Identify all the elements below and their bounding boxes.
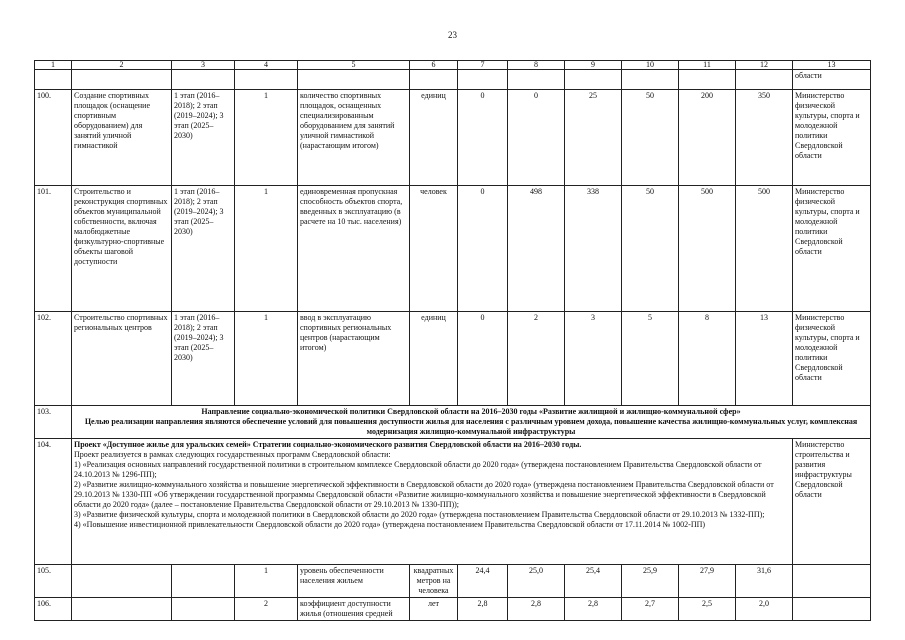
program-item: 4) «Повышение инвестиционной привлекательности Свердловской области до 2020 года» (утверждена постановлением Правительства Свердловской области от 17.11.2014 № 1002-ПП) xyxy=(74,520,706,529)
responsible-cell: Министерство физической культуры, спорта и молодежной политики Свердловской области xyxy=(793,186,871,312)
indicator-name: ввод в эксплуатацию спортивных региональных центров (нарастающим итогом) xyxy=(298,312,410,406)
section-row xyxy=(35,406,871,439)
table-row xyxy=(35,565,871,598)
table-row xyxy=(35,312,871,406)
value-cell: 25,9 xyxy=(622,565,679,598)
value-cell: 50 xyxy=(622,186,679,312)
stages-cell: 1 этап (2016–2018); 2 этап (2019–2024); 3 этап (2025–2030) xyxy=(172,90,235,186)
value-cell: 24,4 xyxy=(458,565,508,598)
value-cell: 338 xyxy=(565,186,622,312)
value-cell: 31,6 xyxy=(736,565,793,598)
value-cell: 5 xyxy=(622,312,679,406)
unit-cell: лет xyxy=(410,598,458,621)
responsible-cell: Министерство физической культуры, спорта и молодежной политики Свердловской области xyxy=(793,90,871,186)
responsible-cell: Министерство физической культуры, спорта и молодежной политики Свердловской области xyxy=(793,312,871,406)
table-row xyxy=(35,598,871,621)
task-number: 2 xyxy=(235,598,298,621)
project-row xyxy=(35,439,871,565)
value-cell: 500 xyxy=(736,186,793,312)
continuation-row xyxy=(35,70,871,90)
value-cell: 27,9 xyxy=(679,565,736,598)
column-header: 5 xyxy=(298,61,410,70)
value-cell: 2,8 xyxy=(508,598,565,621)
unit-cell: единиц xyxy=(410,90,458,186)
task-number: 1 xyxy=(235,90,298,186)
value-cell: 2,5 xyxy=(679,598,736,621)
value-cell: 25,0 xyxy=(508,565,565,598)
value-cell: 3 xyxy=(565,312,622,406)
indicator-name: уровень обеспеченности населения жильем xyxy=(298,565,410,598)
value-cell: 8 xyxy=(679,312,736,406)
column-header: 7 xyxy=(458,61,508,70)
indicators-table xyxy=(34,60,871,621)
task-number: 1 xyxy=(235,565,298,598)
column-numbers-row xyxy=(35,61,871,70)
page-number: 23 xyxy=(448,30,457,40)
value-cell: 0 xyxy=(508,90,565,186)
unit-cell: единиц xyxy=(410,312,458,406)
column-header: 3 xyxy=(172,61,235,70)
responsible-cell: области xyxy=(793,70,871,90)
column-header: 2 xyxy=(72,61,172,70)
program-item: 3) «Развитие физической культуры, спорта и молодежной политики в Свердловской области до 2020 года» (утверждена постановлением Правительства Свердловской области от 29.10.2013 № 1332-ПП); xyxy=(74,510,765,519)
column-header: 10 xyxy=(622,61,679,70)
table-row xyxy=(35,90,871,186)
value-cell: 0 xyxy=(458,312,508,406)
column-header: 8 xyxy=(508,61,565,70)
value-cell: 2,8 xyxy=(458,598,508,621)
task-number: 1 xyxy=(235,186,298,312)
value-cell: 498 xyxy=(508,186,565,312)
section-goal: Целью реализации направления являются обеспечение условий для повышения доступности жилья для населения с различным уровнем дохода, повышение качества жилищно-коммунальных услуг, комплексная модернизация жилищно-коммунальной инфраструктуры xyxy=(84,417,858,436)
responsible-cell: Министерство строительства и развития инфраструктуры Свердловской области xyxy=(793,439,871,565)
value-cell: 2,7 xyxy=(622,598,679,621)
task-number: 1 xyxy=(235,312,298,406)
value-cell: 50 xyxy=(622,90,679,186)
column-header: 9 xyxy=(565,61,622,70)
project-description xyxy=(72,439,793,565)
measure-name: Создание спортивных площадок (оснащение спортивным оборудованием) для занятий уличной гимнастикой xyxy=(72,90,172,186)
measure-name: Строительство и реконструкция спортивных объектов муниципальной собственности, включая малобюджетные физкультурно-спортивные объекты шаговой доступности xyxy=(72,186,172,312)
row-number: 105. xyxy=(35,565,72,598)
section-heading xyxy=(72,406,871,439)
indicator-name: количество спортивных площадок, оснащенных специализированным оборудованием для занятий уличной гимнастикой (нарастающим итогом) xyxy=(298,90,410,186)
indicator-name: коэффициент доступности жилья (отношения средней xyxy=(298,598,410,621)
row-number: 101. xyxy=(35,186,72,312)
measure-name: Строительство спортивных региональных центров xyxy=(72,312,172,406)
row-number: 102. xyxy=(35,312,72,406)
value-cell: 2,8 xyxy=(565,598,622,621)
project-title: Проект «Доступное жилье для уральских семей» Стратегии социально-экономического развития Свердловской области на 2016–2030 годы. xyxy=(74,440,582,449)
value-cell: 13 xyxy=(736,312,793,406)
value-cell: 0 xyxy=(458,90,508,186)
indicator-name: единовременная пропускная способность объектов спорта, введенных в эксплуатацию (в расчете на 10 тыс. населения) xyxy=(298,186,410,312)
program-item: 1) «Реализация основных направлений государственной политики в строительном комплексе Свердловской области до 2020 года» (утверждена постановлением Правительства Свердловской области от 24.10.2013 № 1296-ПП); xyxy=(74,460,762,479)
table-row xyxy=(35,186,871,312)
stages-cell: 1 этап (2016–2018); 2 этап (2019–2024); 3 этап (2025–2030) xyxy=(172,312,235,406)
row-number: 104. xyxy=(35,439,72,565)
section-title: Направление социально-экономической политики Свердловской области на 2016–2030 годы «Развитие жилищной и жилищно-коммунальной сфер» xyxy=(201,407,741,416)
program-item: 2) «Развитие жилищно-коммунального хозяйства и повышение энергетической эффективности в Свердловской области до 2020 года» (утверждена постановлением Правительства Свердловской области от 29.10.2013 № 1330-ПП «Об утверждении государственной программы Свердловской области «Развитие жилищно-коммунального хозяйства и повышение энергетической эффективности в Свердловской области до 2020 года» (далее – постановление Правительства Свердловской области от 29.10.2013 № 1330-ПП)); xyxy=(74,480,774,509)
project-intro: Проект реализуется в рамках следующих государственных программ Свердловской области: xyxy=(74,450,391,459)
value-cell: 25 xyxy=(565,90,622,186)
column-header: 1 xyxy=(35,61,72,70)
value-cell: 200 xyxy=(679,90,736,186)
stages-cell: 1 этап (2016–2018); 2 этап (2019–2024); 3 этап (2025–2030) xyxy=(172,186,235,312)
value-cell: 350 xyxy=(736,90,793,186)
column-header: 4 xyxy=(235,61,298,70)
row-number: 106. xyxy=(35,598,72,621)
row-number: 100. xyxy=(35,90,72,186)
value-cell: 500 xyxy=(679,186,736,312)
column-header: 11 xyxy=(679,61,736,70)
column-header: 12 xyxy=(736,61,793,70)
unit-cell: человек xyxy=(410,186,458,312)
value-cell: 0 xyxy=(458,186,508,312)
column-header: 6 xyxy=(410,61,458,70)
value-cell: 25,4 xyxy=(565,565,622,598)
value-cell: 2,0 xyxy=(736,598,793,621)
unit-cell: квадратных метров на человека xyxy=(410,565,458,598)
row-number: 103. xyxy=(35,406,72,439)
column-header: 13 xyxy=(793,61,871,70)
value-cell: 2 xyxy=(508,312,565,406)
